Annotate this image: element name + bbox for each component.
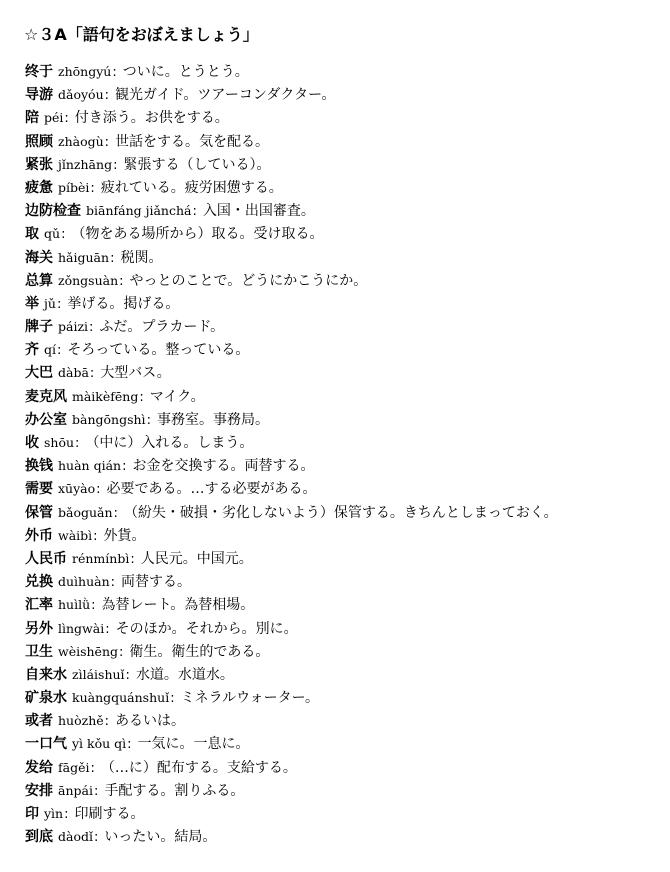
- vocab-pinyin: hǎiguān: [58, 249, 110, 265]
- vocab-entry: [25, 199, 665, 222]
- separator-colon: :: [146, 412, 151, 428]
- vocab-pinyin: fāgěi: [58, 759, 90, 775]
- vocab-pinyin: zìláishuǐ: [72, 666, 125, 682]
- vocab-entry: [25, 431, 665, 454]
- vocab-meaning: 挙げる。掲げる。: [67, 295, 180, 312]
- vocab-entry: [25, 547, 665, 570]
- vocab-pinyin: rénmínbì: [72, 550, 130, 566]
- vocab-word: 导游: [25, 87, 53, 104]
- vocab-meaning: ついに。とうとう。: [122, 64, 249, 80]
- vocab-pinyin: qǔ: [44, 226, 61, 242]
- vocab-pinyin: xūyào: [58, 481, 96, 497]
- vocab-word: 齐: [25, 342, 39, 359]
- vocab-meaning: （紛失・破損・劣化しないよう）保管する。きちんとしまっておく。: [123, 504, 558, 521]
- vocab-meaning: ふだ。プラカード。: [99, 319, 225, 336]
- separator-colon: :: [170, 691, 175, 707]
- separator-colon: :: [113, 505, 118, 521]
- vocab-entry: [25, 246, 665, 269]
- separator-colon: :: [64, 111, 69, 127]
- vocab-word: 印: [25, 806, 39, 822]
- vocab-word: 照顾: [25, 133, 53, 150]
- vocab-entry: [25, 338, 665, 361]
- vocab-meaning: 人民元。中国元。: [140, 550, 253, 567]
- vocab-entry: [25, 477, 665, 500]
- vocab-word: 或者: [25, 713, 53, 730]
- vocab-pinyin: dàbā: [58, 365, 89, 381]
- vocab-entry: [25, 779, 665, 802]
- vocab-meaning: 為替レート。為替相場。: [101, 597, 255, 614]
- vocab-pinyin: páizi: [58, 319, 89, 335]
- vocab-meaning: 緊張する（している）。: [123, 156, 271, 173]
- vocab-pinyin: ānpái: [58, 782, 93, 798]
- vocab-word: 大巴: [25, 365, 53, 382]
- vocab-meaning: （…に）配布する。支給する。: [100, 759, 297, 776]
- vocab-word: 收: [25, 435, 39, 451]
- vocab-word: 陪: [25, 110, 39, 127]
- vocab-pinyin: jǔ: [44, 295, 56, 311]
- vocab-meaning: 税関。: [120, 249, 163, 266]
- vocabulary-list: [25, 60, 665, 848]
- separator-colon: :: [105, 621, 110, 637]
- vocab-word: 安排: [25, 782, 53, 799]
- vocab-pinyin: shōu: [44, 435, 75, 450]
- separator-colon: :: [104, 714, 110, 730]
- vocab-meaning: 印刷する。: [74, 806, 145, 822]
- vocab-meaning: 両替する。: [121, 574, 192, 591]
- vocab-entry: [25, 593, 665, 616]
- separator-colon: :: [119, 644, 124, 660]
- separator-colon: :: [93, 783, 99, 799]
- vocab-word: 疲惫: [25, 179, 53, 196]
- separator-colon: :: [61, 227, 66, 243]
- page-title: ☆３A「語句をおぼえましょう」: [24, 25, 259, 44]
- vocab-word: 保管: [25, 504, 53, 521]
- vocab-entry: [25, 222, 665, 245]
- vocab-meaning: 必要である。…する必要がある。: [106, 481, 317, 498]
- vocab-word: 边防检查: [25, 203, 81, 220]
- separator-colon: :: [112, 65, 117, 80]
- vocab-word: 兑换: [25, 574, 53, 591]
- vocab-meaning: （中に）入れる。しまう。: [85, 435, 254, 451]
- vocab-pinyin: yì kǒu qì: [72, 736, 127, 752]
- vocab-entry: [25, 385, 665, 408]
- vocab-pinyin: qí: [44, 342, 56, 358]
- vocab-entry: [25, 130, 665, 153]
- vocab-pinyin: huàn qián: [58, 458, 122, 474]
- separator-colon: :: [57, 343, 62, 359]
- vocab-meaning: そのほか。それから。別に。: [115, 620, 298, 637]
- vocab-meaning: 大型バス。: [100, 365, 171, 382]
- separator-colon: :: [89, 320, 94, 336]
- vocab-word: 总算: [25, 272, 53, 289]
- vocab-entry: [25, 153, 665, 176]
- vocab-meaning: 入国・出国審査。: [202, 203, 315, 220]
- vocab-entry: [25, 686, 665, 709]
- vocab-word: 自来水: [25, 666, 67, 683]
- separator-colon: :: [125, 667, 130, 683]
- separator-colon: :: [93, 528, 98, 544]
- vocab-meaning: 一気に。一息に。: [137, 736, 250, 753]
- vocab-pinyin: yìn: [44, 806, 64, 821]
- vocab-word: 一口气: [25, 736, 67, 753]
- vocab-entry: [25, 663, 665, 686]
- vocab-word: 发给: [25, 759, 53, 776]
- vocab-word: 人民币: [25, 550, 67, 567]
- vocab-pinyin: kuàngquánshuǐ: [72, 690, 170, 706]
- vocab-meaning: 世話をする。気を配る。: [115, 133, 270, 150]
- vocab-entry: [25, 617, 665, 640]
- vocab-entry: [25, 756, 665, 779]
- vocab-pinyin: jǐnzhāng: [58, 156, 113, 172]
- vocab-word: 换钱: [25, 458, 53, 475]
- vocab-pinyin: píbèi: [58, 179, 90, 195]
- vocab-word: 取: [25, 226, 39, 243]
- separator-colon: :: [110, 575, 116, 591]
- vocab-pinyin: dǎoyóu: [58, 87, 104, 103]
- vocab-entry: [25, 106, 665, 129]
- separator-colon: :: [104, 88, 110, 104]
- vocab-entry: [25, 732, 665, 755]
- vocab-word: 矿泉水: [25, 690, 67, 707]
- vocab-meaning: （物をある場所から）取る。受け取る。: [71, 226, 324, 243]
- separator-colon: :: [89, 366, 95, 382]
- separator-colon: :: [96, 482, 101, 498]
- vocab-pinyin: duìhuàn: [58, 574, 110, 590]
- vocab-pinyin: màikèfēng: [72, 388, 139, 404]
- vocab-entry: [25, 640, 665, 663]
- vocab-entry: [25, 501, 665, 524]
- vocab-word: 汇率: [25, 597, 53, 614]
- vocab-pinyin: bǎoguǎn: [58, 504, 113, 520]
- separator-colon: :: [139, 389, 144, 405]
- vocab-entry: [25, 176, 665, 199]
- vocab-meaning: 観光ガイド。ツアーコンダクター。: [115, 87, 336, 104]
- vocab-pinyin: dàodǐ: [58, 829, 93, 845]
- separator-colon: :: [130, 551, 135, 567]
- separator-colon: :: [127, 737, 132, 753]
- vocab-pinyin: lìngwài: [58, 620, 105, 636]
- vocab-pinyin: zhàogù: [58, 133, 104, 149]
- separator-colon: :: [110, 250, 115, 266]
- separator-colon: :: [119, 273, 124, 289]
- vocab-entry: [25, 570, 665, 593]
- vocab-meaning: やっとのことで。どうにかこうにか。: [129, 272, 368, 289]
- vocab-pinyin: zhōngyú: [58, 64, 112, 79]
- vocab-pinyin: wàibì: [58, 527, 93, 543]
- vocab-word: 到底: [25, 829, 53, 846]
- vocab-entry: [25, 709, 665, 732]
- vocab-meaning: あるいは。: [115, 713, 186, 730]
- vocab-word: 牌子: [25, 319, 53, 336]
- separator-colon: :: [113, 157, 118, 173]
- vocab-pinyin: bàngōngshì: [72, 411, 146, 427]
- vocab-word: 办公室: [25, 411, 67, 428]
- vocab-entry: [25, 802, 665, 825]
- vocab-meaning: そろっている。整っている。: [67, 342, 250, 359]
- vocab-meaning: 疲れている。疲労困憊する。: [100, 179, 283, 196]
- separator-colon: :: [192, 204, 197, 220]
- vocab-meaning: マイク。: [149, 388, 205, 405]
- separator-colon: :: [90, 760, 95, 776]
- vocab-entry: [25, 408, 665, 431]
- vocab-word: 紧张: [25, 156, 53, 173]
- separator-colon: :: [90, 180, 95, 196]
- vocab-entry: [25, 292, 665, 315]
- vocab-meaning: ミネラルウォーター。: [180, 690, 320, 707]
- vocab-entry: [25, 825, 665, 848]
- vocab-entry: [25, 454, 665, 477]
- vocab-word: 需要: [25, 481, 53, 498]
- vocab-meaning: お金を交換する。両替する。: [132, 458, 315, 475]
- vocab-pinyin: wèishēng: [58, 643, 119, 659]
- vocab-meaning: 事務室。事務局。: [156, 411, 269, 428]
- separator-colon: :: [93, 830, 99, 846]
- vocab-entry: [25, 361, 665, 384]
- vocab-word: 另外: [25, 620, 53, 637]
- vocab-pinyin: zǒngsuàn: [58, 272, 119, 288]
- vocab-entry: [25, 60, 665, 83]
- vocab-entry: [25, 269, 665, 292]
- vocab-word: 海关: [25, 249, 53, 266]
- separator-colon: :: [75, 436, 80, 451]
- separator-colon: :: [91, 598, 96, 614]
- vocab-entry: [25, 524, 665, 547]
- vocab-word: 麦克风: [25, 388, 67, 405]
- vocab-word: 外币: [25, 527, 53, 544]
- separator-colon: :: [104, 134, 110, 150]
- vocab-pinyin: huòzhě: [58, 713, 104, 729]
- vocab-word: 卫生: [25, 643, 53, 660]
- vocab-meaning: 水道。水道水。: [135, 666, 234, 683]
- vocab-word: 举: [25, 295, 39, 312]
- vocab-meaning: 衛生。衛生的である。: [129, 643, 270, 660]
- separator-colon: :: [56, 296, 62, 312]
- vocab-meaning: 外貨。: [103, 527, 146, 544]
- vocab-pinyin: huìlǜ: [58, 597, 91, 613]
- separator-colon: :: [122, 459, 127, 475]
- vocab-meaning: 手配する。割りふる。: [104, 782, 245, 799]
- vocab-pinyin: biānfáng jiǎnchá: [86, 203, 192, 219]
- separator-colon: :: [64, 807, 69, 822]
- vocab-entry: [25, 315, 665, 338]
- vocab-entry: [25, 83, 665, 106]
- vocab-word: 终于: [25, 64, 53, 80]
- vocab-pinyin: péi: [44, 110, 64, 126]
- vocab-meaning: いったい。結局。: [104, 829, 217, 846]
- vocab-meaning: 付き添う。お供をする。: [74, 110, 229, 127]
